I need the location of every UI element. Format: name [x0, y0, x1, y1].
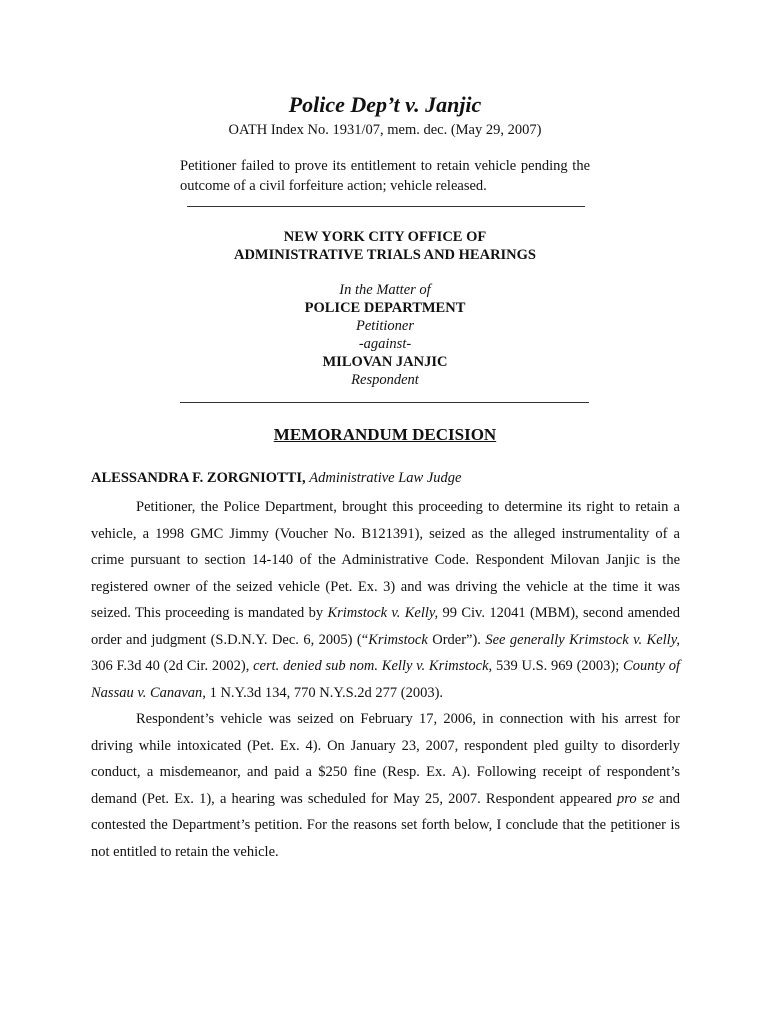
- case-summary: Petitioner failed to prove its entitlement to retain vehicle pending the outcome of a civil forfeiture action; vehicle released.: [180, 158, 590, 194]
- divider-top: [187, 206, 585, 207]
- judge-title: Administrative Law Judge: [309, 470, 462, 486]
- petitioner-name: POLICE DEPARTMENT: [304, 300, 466, 316]
- paragraph-1: Petitioner, the Police Department, brought this proceeding to determine its right to retain a vehicle, a 1998 GMC Jimmy (Voucher No. B121391), seized as the alleged instrumentality of a crime pursuant to section 14-140 of the Administrative Code. Respondent Milovan Janjic is the registered owner of the seized vehicle (Pet. Ex. 3) and was driving the vehicle at the time it was seized. This proceeding is mandated by Krimstock v. Kelly, 99 Civ. 12041 (MBM), second amended order and judgment (S.D.N.Y. Dec. 6, 2005) (“Krimstock Order”). See generally Krimstock v. Kelly, 306 F.3d 40 (2d Cir. 2002), cert. denied sub nom. Kelly v. Krimstock, 539 U.S. 969 (2003); County of Nassau v. Canavan, 1 N.Y.3d 134, 770 N.Y.S.2d 277 (2003).: [91, 499, 680, 701]
- memorandum-heading: MEMORANDUM DECISION: [273, 425, 497, 444]
- decision-body: [91, 494, 680, 865]
- divider-bottom: [180, 402, 589, 403]
- office-name: [0, 228, 770, 264]
- office-line-2: ADMINISTRATIVE TRIALS AND HEARINGS: [233, 247, 536, 263]
- respondent-role: Respondent: [351, 372, 419, 388]
- petitioner-role: Petitioner: [356, 318, 414, 334]
- judge-line: [91, 470, 461, 487]
- judge-name: ALESSANDRA F. ZORGNIOTTI,: [91, 470, 306, 486]
- respondent-name: MILOVAN JANJIC: [322, 354, 448, 370]
- paragraph-2: Respondent’s vehicle was seized on February 17, 2006, in connection with his arrest for driving while intoxicated (Pet. Ex. 4). On January 23, 2007, respondent pled guilty to disorderly conduct, a misdemeanor, and paid a $250 fine (Resp. Ex. A). Following receipt of respondent’s demand (Pet. Ex. 1), a hearing was scheduled for May 25, 2007. Respondent appeared pro se and contested the Department’s petition. For the reasons set forth below, I conclude that the petitioner is not entitled to retain the vehicle.: [91, 711, 681, 860]
- office-line-1: NEW YORK CITY OFFICE OF: [283, 229, 487, 245]
- case-title: Police Dep’t v. Janjic: [288, 92, 482, 117]
- case-citation: OATH Index No. 1931/07, mem. dec. (May 29, 2007): [228, 122, 542, 138]
- case-caption: [0, 281, 770, 389]
- in-matter-of: In the Matter of: [339, 282, 431, 298]
- against-label: -against-: [358, 336, 412, 352]
